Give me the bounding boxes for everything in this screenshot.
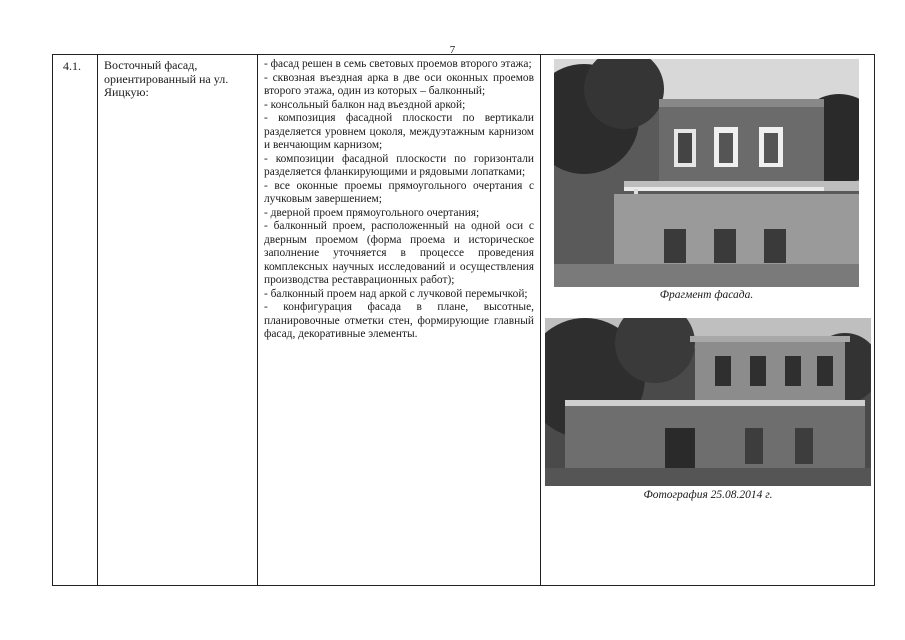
description-table xyxy=(52,54,875,586)
photo-caption-fragment: Фрагмент фасада. xyxy=(659,289,754,301)
photo-column xyxy=(541,55,874,585)
description-item: - фасад решен в семь световых проемов второго этажа; xyxy=(264,58,532,70)
description-text xyxy=(258,55,540,342)
description-item: - все оконные проемы прямоугольного очертания с лучковым завершением; xyxy=(264,179,534,205)
object-column xyxy=(98,55,258,585)
facade-dated-photo xyxy=(545,318,871,486)
page-number: 7 xyxy=(449,44,456,56)
facade-fragment-photo xyxy=(554,59,859,287)
description-item: - композиция фасадной плоскости по вертикали разделяется уровнем цоколя, междуэтажным карнизом и венчающим карнизом; xyxy=(264,112,534,151)
facade-fragment-image xyxy=(554,59,859,287)
description-item: - сквозная въездная арка в две оси оконных проемов второго этажа, один из которых – балконный; xyxy=(264,71,534,97)
object-name: Восточный фасад, ориентированный на ул. Яицкую: xyxy=(104,58,229,99)
description-column xyxy=(258,55,541,585)
description-item: - балконный проем над аркой с лучковой перемычкой; xyxy=(264,287,528,300)
description-item: - балконный проем, расположенный на одной оси с дверным проемом (форма проема и историческое заполнение уточняется в процессе проведения комплексных научных исследований и осуществления производства реставрационных работ); xyxy=(264,220,534,286)
facade-dated-image xyxy=(545,318,871,486)
description-item: - конфигурация фасада в плане, высотные, планировочные отметки стен, формирующие главный фасад, декоративные элементы. xyxy=(264,301,534,340)
row-number: 4.1. xyxy=(63,59,81,73)
number-column xyxy=(53,55,98,585)
description-item: - консольный балкон над въездной аркой; xyxy=(264,98,466,111)
description-item: - композиции фасадной плоскости по горизонтали разделяется фланкирующими и рядовыми лопатками; xyxy=(264,152,534,178)
photo-caption-dated: Фотография 25.08.2014 г. xyxy=(643,489,773,501)
description-item: - дверной проем прямоугольного очертания; xyxy=(264,206,480,219)
